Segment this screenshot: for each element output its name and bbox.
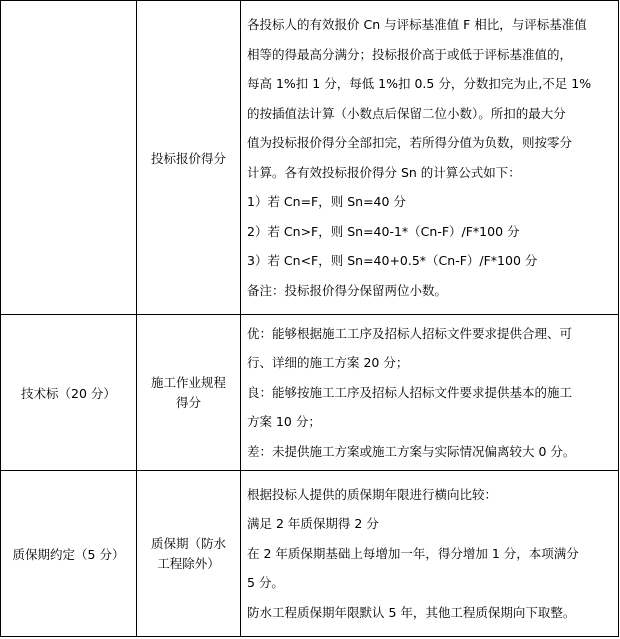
criteria-line: 差：未提供施工方案或施工方案与实际情况偏离较大 0 分。 (247, 443, 576, 459)
criteria-line: 良：能够按施工工序及招标人招标文件要求提供基本的施工 (247, 384, 573, 400)
criteria-line: 优：能够根据施工工序及招标人招标文件要求提供合理、可 (247, 325, 573, 341)
criteria-line: 相等的得最高分满分；投标报价高于或低于评标基准值的， (247, 46, 573, 62)
criteria-line: 满足 2 年质保期得 2 分 (247, 516, 379, 532)
table-row (1, 471, 619, 637)
criteria-cell (241, 315, 619, 471)
criteria-line: 防水工程质保期年限默认 5 年，其他工程质保期向下取整。 (247, 604, 576, 620)
formula-line: 1）若 Cn=F，则 Sn=40 分 (247, 194, 406, 209)
category-cell: 质保期约定（5 分） (1, 471, 137, 637)
criteria-cell (241, 1, 619, 315)
criteria-line: 值为投标报价得分全部扣完，若所得分值为负数，则按零分 (247, 135, 573, 150)
criteria-line: 5 分。 (247, 575, 284, 591)
note-line: 备注：投标报价得分保留两位小数。 (247, 282, 448, 298)
item-cell (137, 315, 241, 471)
category-cell (1, 1, 137, 315)
item-line: 质保期（防水 (150, 535, 226, 551)
item-line: 得分 (175, 394, 201, 410)
criteria-line: 在 2 年质保期基础上每增加一年，得分增加 1 分，本项满分 (247, 545, 579, 561)
criteria-line: 根据投标人提供的质保期年限进行横向比较： (247, 486, 498, 502)
item-cell: 投标报价得分 (137, 1, 241, 315)
criteria-line: 计算。各有效投标报价得分 Sn 的计算公式如下： (247, 164, 521, 180)
criteria-line: 行、详细的施工方案 20 分； (247, 355, 409, 371)
item-cell (137, 471, 241, 637)
criteria-cell (241, 471, 619, 637)
criteria-line: 方案 10 分； (247, 414, 321, 430)
criteria-line: 的按插值法计算（小数点后保留二位小数）。所扣的最大分 (247, 105, 566, 121)
formula-line: 2）若 Cn>F，则 Sn=40-1*（Cn-F）/F*100 分 (247, 223, 520, 239)
table-row (1, 315, 619, 471)
item-line: 施工作业规程 (150, 374, 226, 390)
category-cell: 技术标（20 分） (1, 315, 137, 471)
formula-line: 3）若 Cn<F，则 Sn=40+0.5*（Cn-F）/F*100 分 (247, 253, 538, 268)
item-line: 工程除外） (157, 555, 220, 571)
criteria-line: 每高 1%扣 1 分，每低 1%扣 0.5 分，分数扣完为止,不足 1% (247, 76, 592, 91)
criteria-line: 各投标人的有效报价 Cn 与评标基准值 F 相比，与评标基准值 (247, 17, 587, 32)
table-row (1, 1, 619, 315)
